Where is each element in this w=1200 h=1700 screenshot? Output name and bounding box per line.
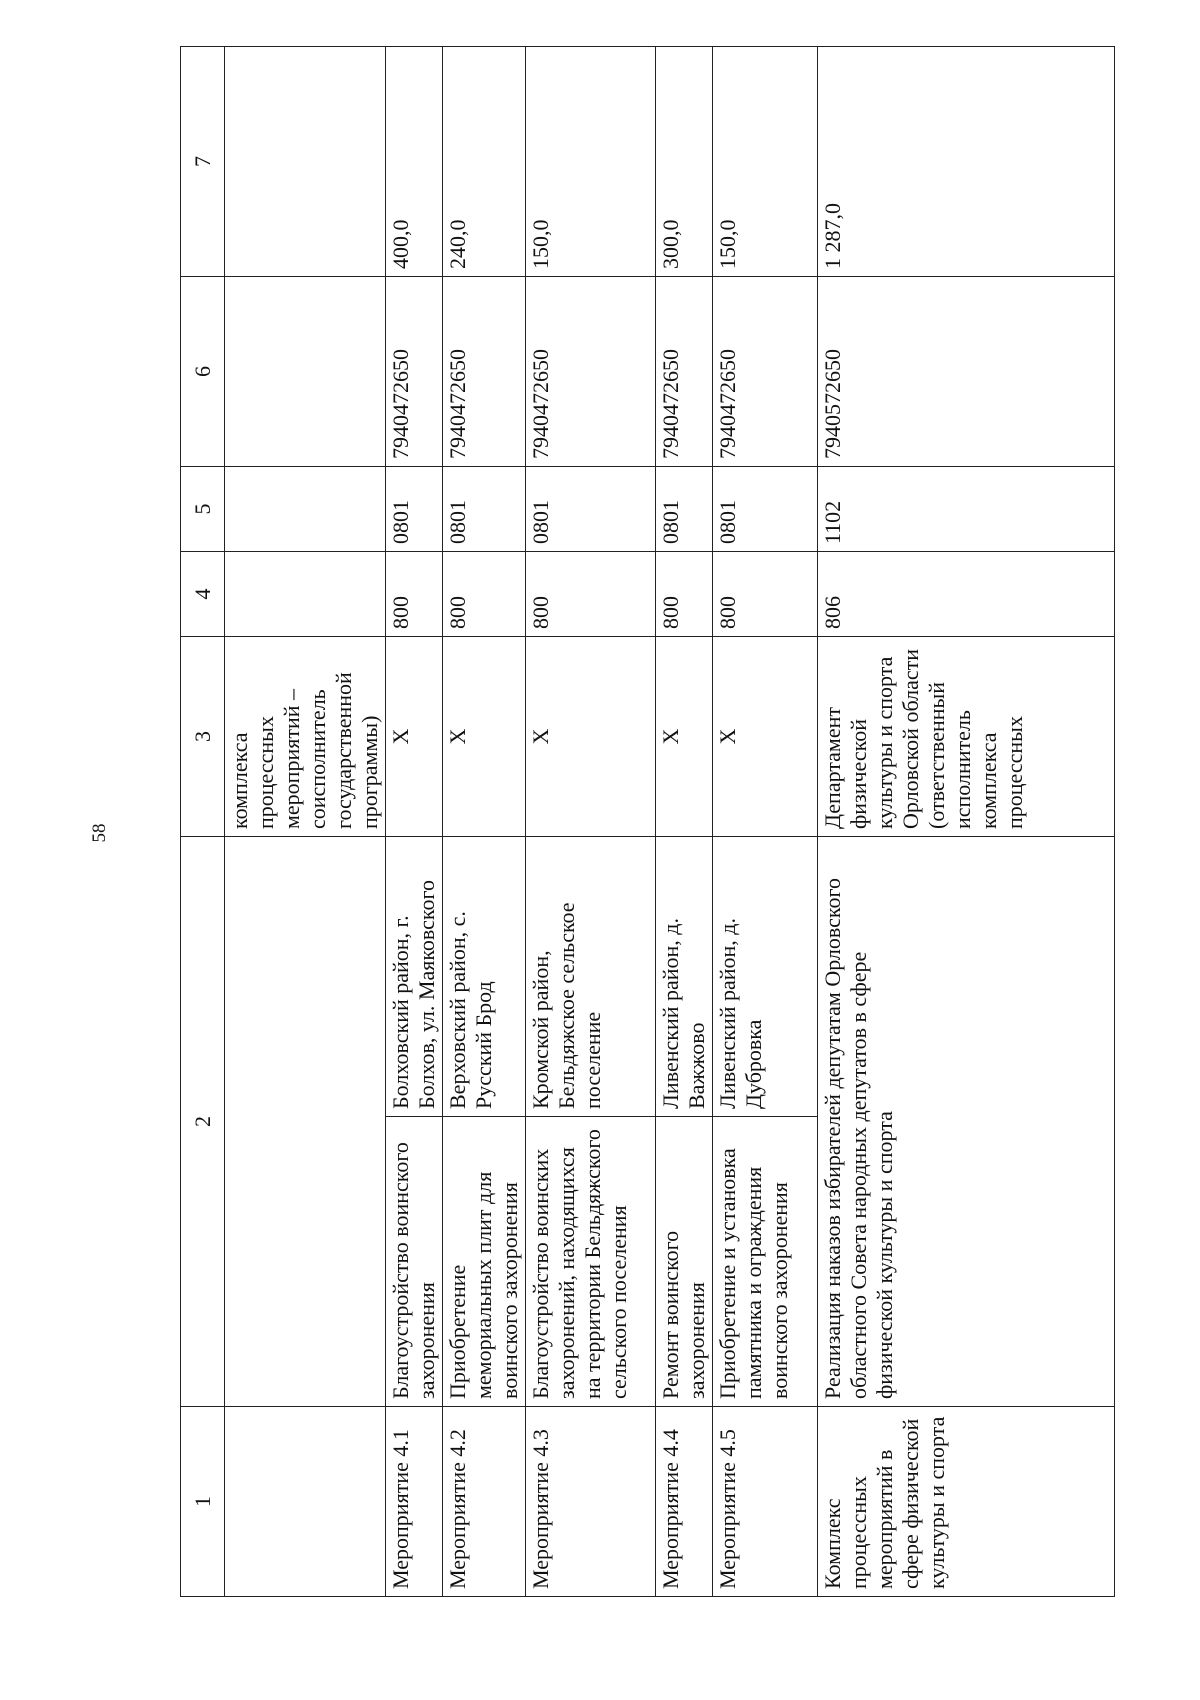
cell-col6: 7940472650 <box>386 277 443 467</box>
cell-executor: X <box>526 637 656 837</box>
cell-col4: 800 <box>656 552 713 637</box>
column-header: 4 <box>181 552 225 637</box>
column-header: 6 <box>181 277 225 467</box>
cell-col7: 240,0 <box>443 47 526 277</box>
cell-event-name: Ремонт воинского захоронения <box>656 1117 713 1407</box>
cell-col7: 150,0 <box>526 47 656 277</box>
cell-col5: 0801 <box>443 467 526 552</box>
cell-empty <box>225 837 386 1407</box>
cell-executor: X <box>386 637 443 837</box>
cell-executor: X <box>656 637 713 837</box>
cell-executor-continuation: комплекса процессных мероприятий – соисполнитель государственной программы) <box>225 637 386 837</box>
column-header: 2 <box>181 837 225 1407</box>
column-header: 1 <box>181 1407 225 1597</box>
cell-col4: 800 <box>386 552 443 637</box>
table-row <box>443 47 526 1597</box>
table-row <box>713 47 818 1597</box>
cell-location: Ливенский район, д. Важжово <box>656 837 713 1117</box>
column-header: 5 <box>181 467 225 552</box>
cell-col6: 7940572650 <box>818 277 1115 467</box>
continuation-row <box>225 47 386 1597</box>
cell-col6: 7940472650 <box>443 277 526 467</box>
cell-col7: 150,0 <box>713 47 818 277</box>
cell-event-id: Мероприятие 4.2 <box>443 1407 526 1597</box>
cell-col5: 0801 <box>386 467 443 552</box>
table-row <box>656 47 713 1597</box>
cell-complex-executor: Департамент физической культуры и спорта Орловской области (ответственный исполнитель комплекса процессных <box>818 637 1115 837</box>
cell-empty <box>225 47 386 277</box>
cell-empty <box>225 277 386 467</box>
cell-col5: 0801 <box>526 467 656 552</box>
cell-col7: 300,0 <box>656 47 713 277</box>
cell-event-id: Мероприятие 4.1 <box>386 1407 443 1597</box>
cell-executor: X <box>443 637 526 837</box>
cell-executor: X <box>713 637 818 837</box>
cell-empty <box>225 467 386 552</box>
page-number: 58 <box>89 823 110 843</box>
column-header: 3 <box>181 637 225 837</box>
cell-event-name: Приобретение и установка памятника и ограждения воинского захоронения <box>713 1117 818 1407</box>
cell-col5: 0801 <box>713 467 818 552</box>
rotated-page-content <box>180 47 1095 1597</box>
cell-complex-name: Комплекс процессных мероприятий в сфере физической культуры и спорта <box>818 1407 1115 1597</box>
cell-col4: 806 <box>818 552 1115 637</box>
cell-col4: 800 <box>443 552 526 637</box>
table-row <box>386 47 443 1597</box>
cell-col6: 7940472650 <box>656 277 713 467</box>
table-row <box>526 47 656 1597</box>
cell-location: Болховский район, г. Болхов, ул. Маяковского <box>386 837 443 1117</box>
cell-location: Ливенский район, д. Дубровка <box>713 837 818 1117</box>
cell-col7: 400,0 <box>386 47 443 277</box>
cell-col4: 800 <box>713 552 818 637</box>
header-row <box>181 47 225 1597</box>
column-header: 7 <box>181 47 225 277</box>
budget-table <box>180 46 1115 1597</box>
cell-empty <box>225 1407 386 1597</box>
cell-col6: 7940472650 <box>713 277 818 467</box>
cell-col7: 1 287,0 <box>818 47 1115 277</box>
cell-col5: 1102 <box>818 467 1115 552</box>
cell-event-id: Мероприятие 4.5 <box>713 1407 818 1597</box>
cell-event-id: Мероприятие 4.3 <box>526 1407 656 1597</box>
cell-event-name: Благоустройство воинского захоронения <box>386 1117 443 1407</box>
cell-empty <box>225 552 386 637</box>
cell-location: Кромской район, Бельдяжское сельское поселение <box>526 837 656 1117</box>
cell-location: Верховский район, с. Русский Брод <box>443 837 526 1117</box>
cell-col4: 800 <box>526 552 656 637</box>
complex-row <box>818 47 1115 1597</box>
cell-col5: 0801 <box>656 467 713 552</box>
cell-event-name: Благоустройство воинских захоронений, находящихся на территории Бельдяжского сельского поселения <box>526 1117 656 1407</box>
cell-complex-description: Реализация наказов избирателей депутатам Орловского областного Совета народных депутатов в сфере физической культуры и спорта <box>818 837 1115 1407</box>
cell-col6: 7940472650 <box>526 277 656 467</box>
cell-event-name: Приобретение мемориальных плит для воинского захоронения <box>443 1117 526 1407</box>
cell-event-id: Мероприятие 4.4 <box>656 1407 713 1597</box>
